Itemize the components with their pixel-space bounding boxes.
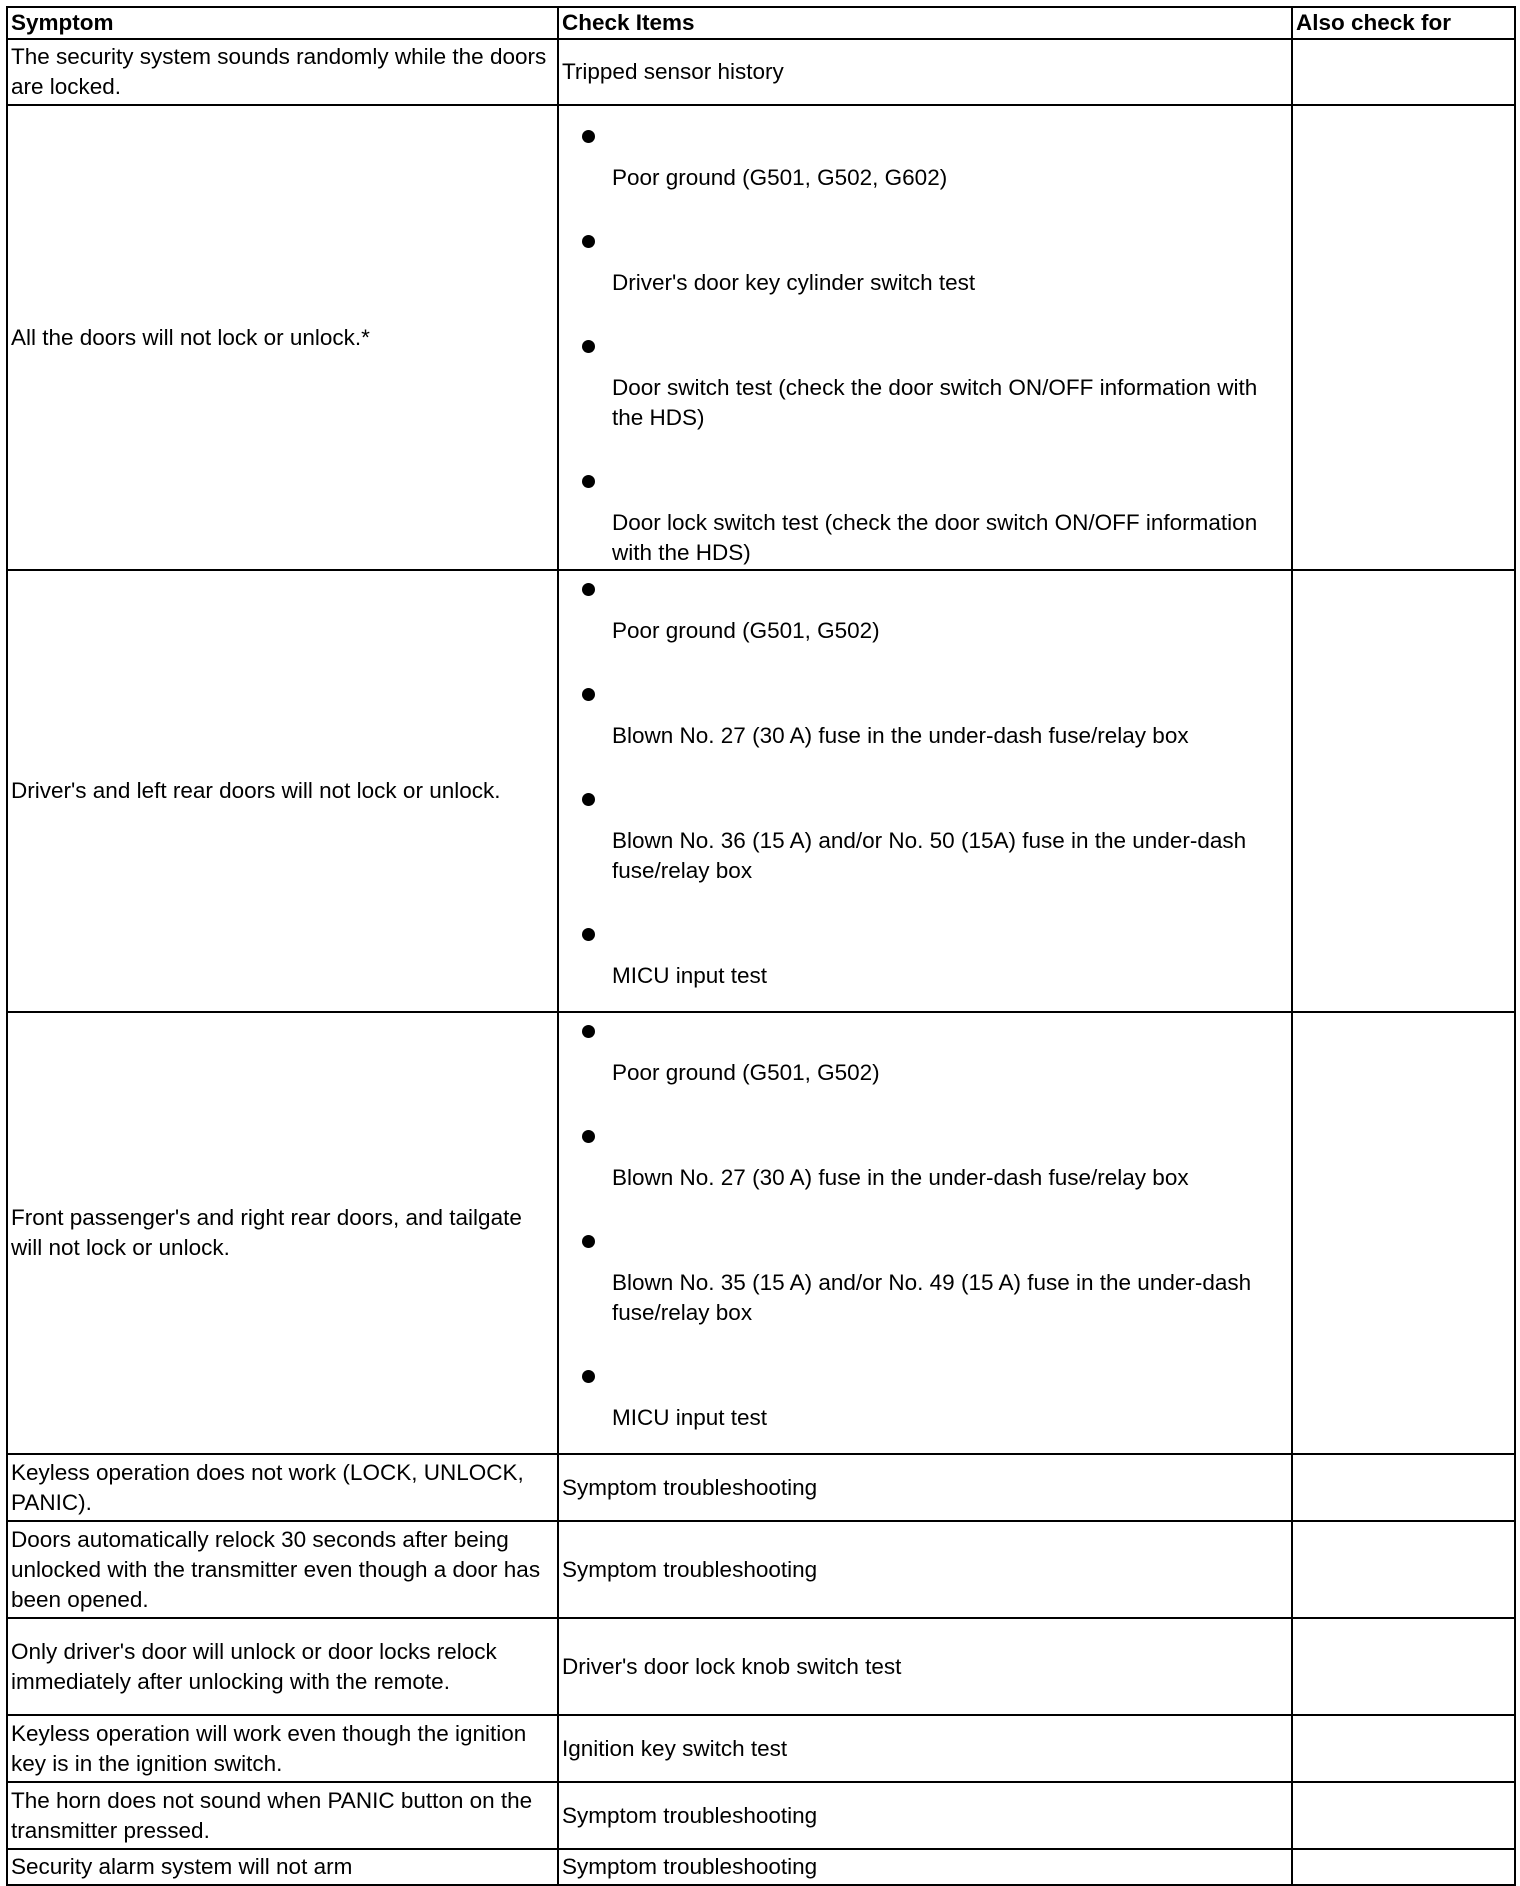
header-row bbox=[7, 7, 1515, 39]
table-row bbox=[7, 1012, 1515, 1454]
table-row bbox=[7, 1849, 1515, 1885]
table-row bbox=[7, 1782, 1515, 1849]
also-check-cell bbox=[1292, 1782, 1515, 1849]
check-cell: Symptom troubleshooting bbox=[558, 1521, 1292, 1618]
check-list bbox=[562, 118, 1291, 565]
check-cell: Symptom troubleshooting bbox=[558, 1849, 1292, 1885]
also-check-cell bbox=[1292, 105, 1515, 570]
also-check-cell bbox=[1292, 570, 1515, 1012]
table-row bbox=[7, 105, 1515, 570]
table-row bbox=[7, 1454, 1515, 1521]
check-list bbox=[562, 571, 1291, 1011]
list-item: Blown No. 36 (15 A) and/or No. 50 (15A) fuse in the under-dash fuse/relay box bbox=[562, 781, 1291, 916]
symptom-cell: Security alarm system will not arm bbox=[7, 1849, 558, 1885]
also-check-cell bbox=[1292, 39, 1515, 105]
list-item: MICU input test bbox=[562, 1358, 1291, 1453]
check-list bbox=[562, 1013, 1291, 1453]
list-item: Blown No. 27 (30 A) fuse in the under-dash fuse/relay box bbox=[562, 1118, 1291, 1223]
symptom-cell: Keyless operation will work even though the ignition key is in the ignition switch. bbox=[7, 1715, 558, 1782]
table-row bbox=[7, 570, 1515, 1012]
bullet-icon bbox=[582, 235, 595, 248]
also-check-cell bbox=[1292, 1849, 1515, 1885]
symptom-cell: Driver's and left rear doors will not lock or unlock. bbox=[7, 570, 558, 1012]
header-also-check-for: Also check for bbox=[1292, 7, 1515, 39]
header-check-items: Check Items bbox=[558, 7, 1292, 39]
symptom-cell: The horn does not sound when PANIC button on the transmitter pressed. bbox=[7, 1782, 558, 1849]
check-cell: Tripped sensor history bbox=[558, 39, 1292, 105]
list-item: Door switch test (check the door switch ON/OFF information with the HDS) bbox=[562, 328, 1291, 463]
symptom-cell: The security system sounds randomly while the doors are locked. bbox=[7, 39, 558, 105]
also-check-cell bbox=[1292, 1454, 1515, 1521]
check-cell: Symptom troubleshooting bbox=[558, 1782, 1292, 1849]
troubleshooting-table bbox=[6, 6, 1516, 1886]
check-list-cell bbox=[558, 105, 1292, 570]
table-row bbox=[7, 1715, 1515, 1782]
bullet-icon bbox=[582, 793, 595, 806]
bullet-icon bbox=[582, 583, 595, 596]
bullet-icon bbox=[582, 928, 595, 941]
table-row bbox=[7, 39, 1515, 105]
also-check-cell bbox=[1292, 1012, 1515, 1454]
list-item: Poor ground (G501, G502, G602) bbox=[562, 118, 1291, 223]
bullet-icon bbox=[582, 130, 595, 143]
bullet-icon bbox=[582, 475, 595, 488]
symptom-cell: Only driver's door will unlock or door locks relock immediately after unlocking with the remote. bbox=[7, 1618, 558, 1715]
bullet-icon bbox=[582, 1130, 595, 1143]
check-list-cell bbox=[558, 570, 1292, 1012]
table-row bbox=[7, 1521, 1515, 1618]
bullet-icon bbox=[582, 1235, 595, 1248]
bullet-icon bbox=[582, 1025, 595, 1038]
check-cell: Ignition key switch test bbox=[558, 1715, 1292, 1782]
bullet-icon bbox=[582, 340, 595, 353]
also-check-cell bbox=[1292, 1715, 1515, 1782]
list-item: Blown No. 27 (30 A) fuse in the under-dash fuse/relay box bbox=[562, 676, 1291, 781]
check-list-cell bbox=[558, 1012, 1292, 1454]
table-row bbox=[7, 1618, 1515, 1715]
list-item: Poor ground (G501, G502) bbox=[562, 571, 1291, 676]
also-check-cell bbox=[1292, 1618, 1515, 1715]
bullet-icon bbox=[582, 1370, 595, 1383]
symptom-cell: Front passenger's and right rear doors, and tailgate will not lock or unlock. bbox=[7, 1012, 558, 1454]
list-item: MICU input test bbox=[562, 916, 1291, 1011]
list-item: Poor ground (G501, G502) bbox=[562, 1013, 1291, 1118]
also-check-cell bbox=[1292, 1521, 1515, 1618]
check-cell: Symptom troubleshooting bbox=[558, 1454, 1292, 1521]
list-item: Driver's door key cylinder switch test bbox=[562, 223, 1291, 328]
symptom-cell: Keyless operation does not work (LOCK, UNLOCK, PANIC). bbox=[7, 1454, 558, 1521]
check-cell: Driver's door lock knob switch test bbox=[558, 1618, 1292, 1715]
header-symptom: Symptom bbox=[7, 7, 558, 39]
bullet-icon bbox=[582, 688, 595, 701]
symptom-cell: All the doors will not lock or unlock.* bbox=[7, 105, 558, 570]
list-item: Blown No. 35 (15 A) and/or No. 49 (15 A) fuse in the under-dash fuse/relay box bbox=[562, 1223, 1291, 1358]
list-item: Door lock switch test (check the door switch ON/OFF information with the HDS) bbox=[562, 463, 1291, 558]
symptom-cell: Doors automatically relock 30 seconds after being unlocked with the transmitter even though a door has been opened. bbox=[7, 1521, 558, 1618]
